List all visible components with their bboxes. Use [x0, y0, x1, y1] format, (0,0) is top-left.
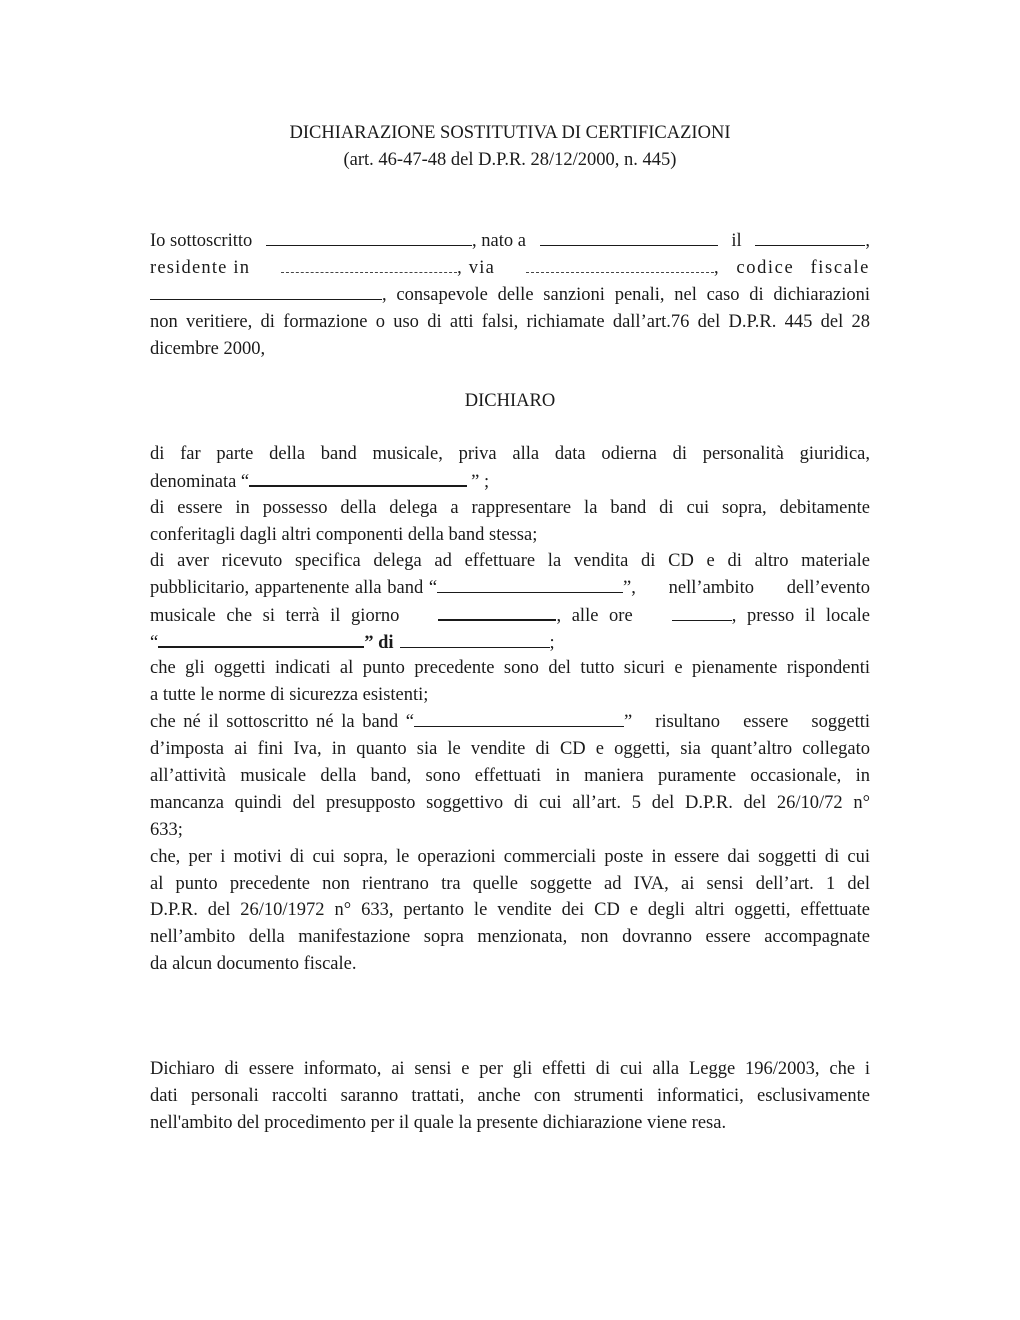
intro-line-2	[150, 255, 870, 281]
band-field-2[interactable]	[437, 575, 623, 593]
declaration-line	[150, 468, 870, 495]
declaration-line: nell’ambito della manifestazione sopra menzionata, non dovranno essere accompagnate	[150, 927, 870, 947]
event-date-field[interactable]	[438, 602, 556, 621]
declaration-text: “	[150, 633, 159, 653]
venue-field[interactable]	[158, 629, 364, 648]
birthplace-field[interactable]	[540, 228, 718, 246]
declaration-text: ”, nell’ambito dell’evento	[623, 578, 870, 598]
intro-text: , codice fiscale	[713, 258, 870, 278]
declaration-text: ” risultano essere soggetti	[624, 712, 870, 732]
section-heading: DICHIARO	[464, 391, 556, 411]
birthdate-field[interactable]	[755, 228, 865, 246]
document-title: DICHIARAZIONE SOSTITUTIVA DI CERTIFICAZIONI	[289, 123, 731, 143]
declaration-line: che gli oggetti indicati al punto precedente sono del tutto sicuri e pienamente rispondenti	[150, 658, 870, 678]
declaration-line	[150, 629, 870, 656]
name-field[interactable]	[266, 228, 472, 246]
privacy-line: Dichiaro di essere informato, ai sensi e per gli effetti di cui alla Legge 196/2003, che i	[150, 1059, 870, 1079]
declaration-line: D.P.R. del 26/10/1972 n° 633, pertanto le vendite dei CD e degli altri oggetti, effettuate	[150, 900, 870, 920]
declaration-line	[150, 602, 870, 629]
declaration-text: denominata “	[150, 472, 250, 492]
declaration-line: 633;	[150, 820, 183, 840]
intro-text: Io sottoscritto	[150, 231, 253, 251]
intro-text: il	[731, 231, 742, 251]
privacy-line: nell'ambito del procedimento per il quale la presente dichiarazione viene resa.	[150, 1113, 727, 1133]
declaration-text: , alle ore	[556, 606, 633, 626]
declaration-text: pubblicitario, appartenente alla band “	[150, 578, 438, 598]
declaration-line: a tutte le norme di sicurezza esistenti;	[150, 685, 429, 705]
declaration-line: mancanza quindi del presupposto soggettivo di cui all’art. 5 del D.P.R. del 26/10/72 n°	[150, 793, 870, 813]
declaration-line	[150, 575, 870, 601]
band-field-3[interactable]	[414, 709, 624, 727]
residence-field[interactable]	[281, 255, 457, 273]
intro-text: residente in	[150, 258, 251, 278]
declaration-line: di far parte della band musicale, priva alla data odierna di personalità giuridica,	[150, 444, 870, 464]
intro-text: , consapevole delle sanzioni penali, nel caso di dichiarazioni	[382, 285, 870, 305]
intro-text: ,	[865, 231, 870, 251]
declaration-text: , presso il locale	[731, 606, 870, 626]
declaration-line: d’imposta ai fini Iva, in quanto sia le vendite di CD e oggetti, sia quant’altro collegato	[150, 739, 870, 759]
declaration-line: al punto precedente non rientrano tra quelle soggette ad IVA, ai sensi dell’art. 1 del	[150, 874, 870, 894]
intro-line-1	[150, 228, 870, 254]
declaration-line: conferitagli dagli altri componenti della band stessa;	[150, 525, 538, 545]
event-time-field[interactable]	[672, 603, 732, 621]
street-field[interactable]	[526, 255, 714, 273]
declaration-line: di aver ricevuto specifica delega ad effettuare la vendita di CD e di altro materiale	[150, 551, 870, 571]
declaration-text: che né il sottoscritto né la band “	[150, 712, 414, 732]
intro-line-4: non veritiere, di formazione o uso di atti falsi, richiamate dall’art.76 del D.P.R. 445 del 28	[150, 312, 870, 332]
privacy-line: dati personali raccolti saranno trattati, anche con strumenti informatici, esclusivamente	[150, 1086, 870, 1106]
document-subtitle: (art. 46-47-48 del D.P.R. 28/12/2000, n. 445)	[343, 150, 677, 170]
declaration-line: che, per i motivi di cui sopra, le operazioni commerciali poste in essere dai soggetti di cui	[150, 847, 870, 867]
intro-text: , nato a	[471, 231, 526, 251]
declaration-text: ;	[549, 633, 555, 653]
band-name-field[interactable]	[249, 468, 467, 487]
declaration-text: musicale che si terrà il giorno	[150, 606, 400, 626]
declaration-line: di essere in possesso della delega a rappresentare la band di cui sopra, debitamente	[150, 498, 870, 518]
declaration-text: ” di	[364, 633, 394, 653]
declaration-line: da alcun documento fiscale.	[150, 954, 357, 974]
declaration-line: all’attività musicale della band, sono effettuati in maniera puramente occasionale, in	[150, 766, 870, 786]
venue-city-field[interactable]	[400, 630, 550, 648]
declaration-text: ” ;	[471, 472, 490, 492]
intro-text: , via	[457, 258, 496, 278]
declaration-line	[150, 709, 870, 735]
tax-code-field[interactable]	[150, 282, 382, 300]
intro-line-3	[150, 282, 870, 308]
intro-line-5: dicembre 2000,	[150, 339, 266, 359]
